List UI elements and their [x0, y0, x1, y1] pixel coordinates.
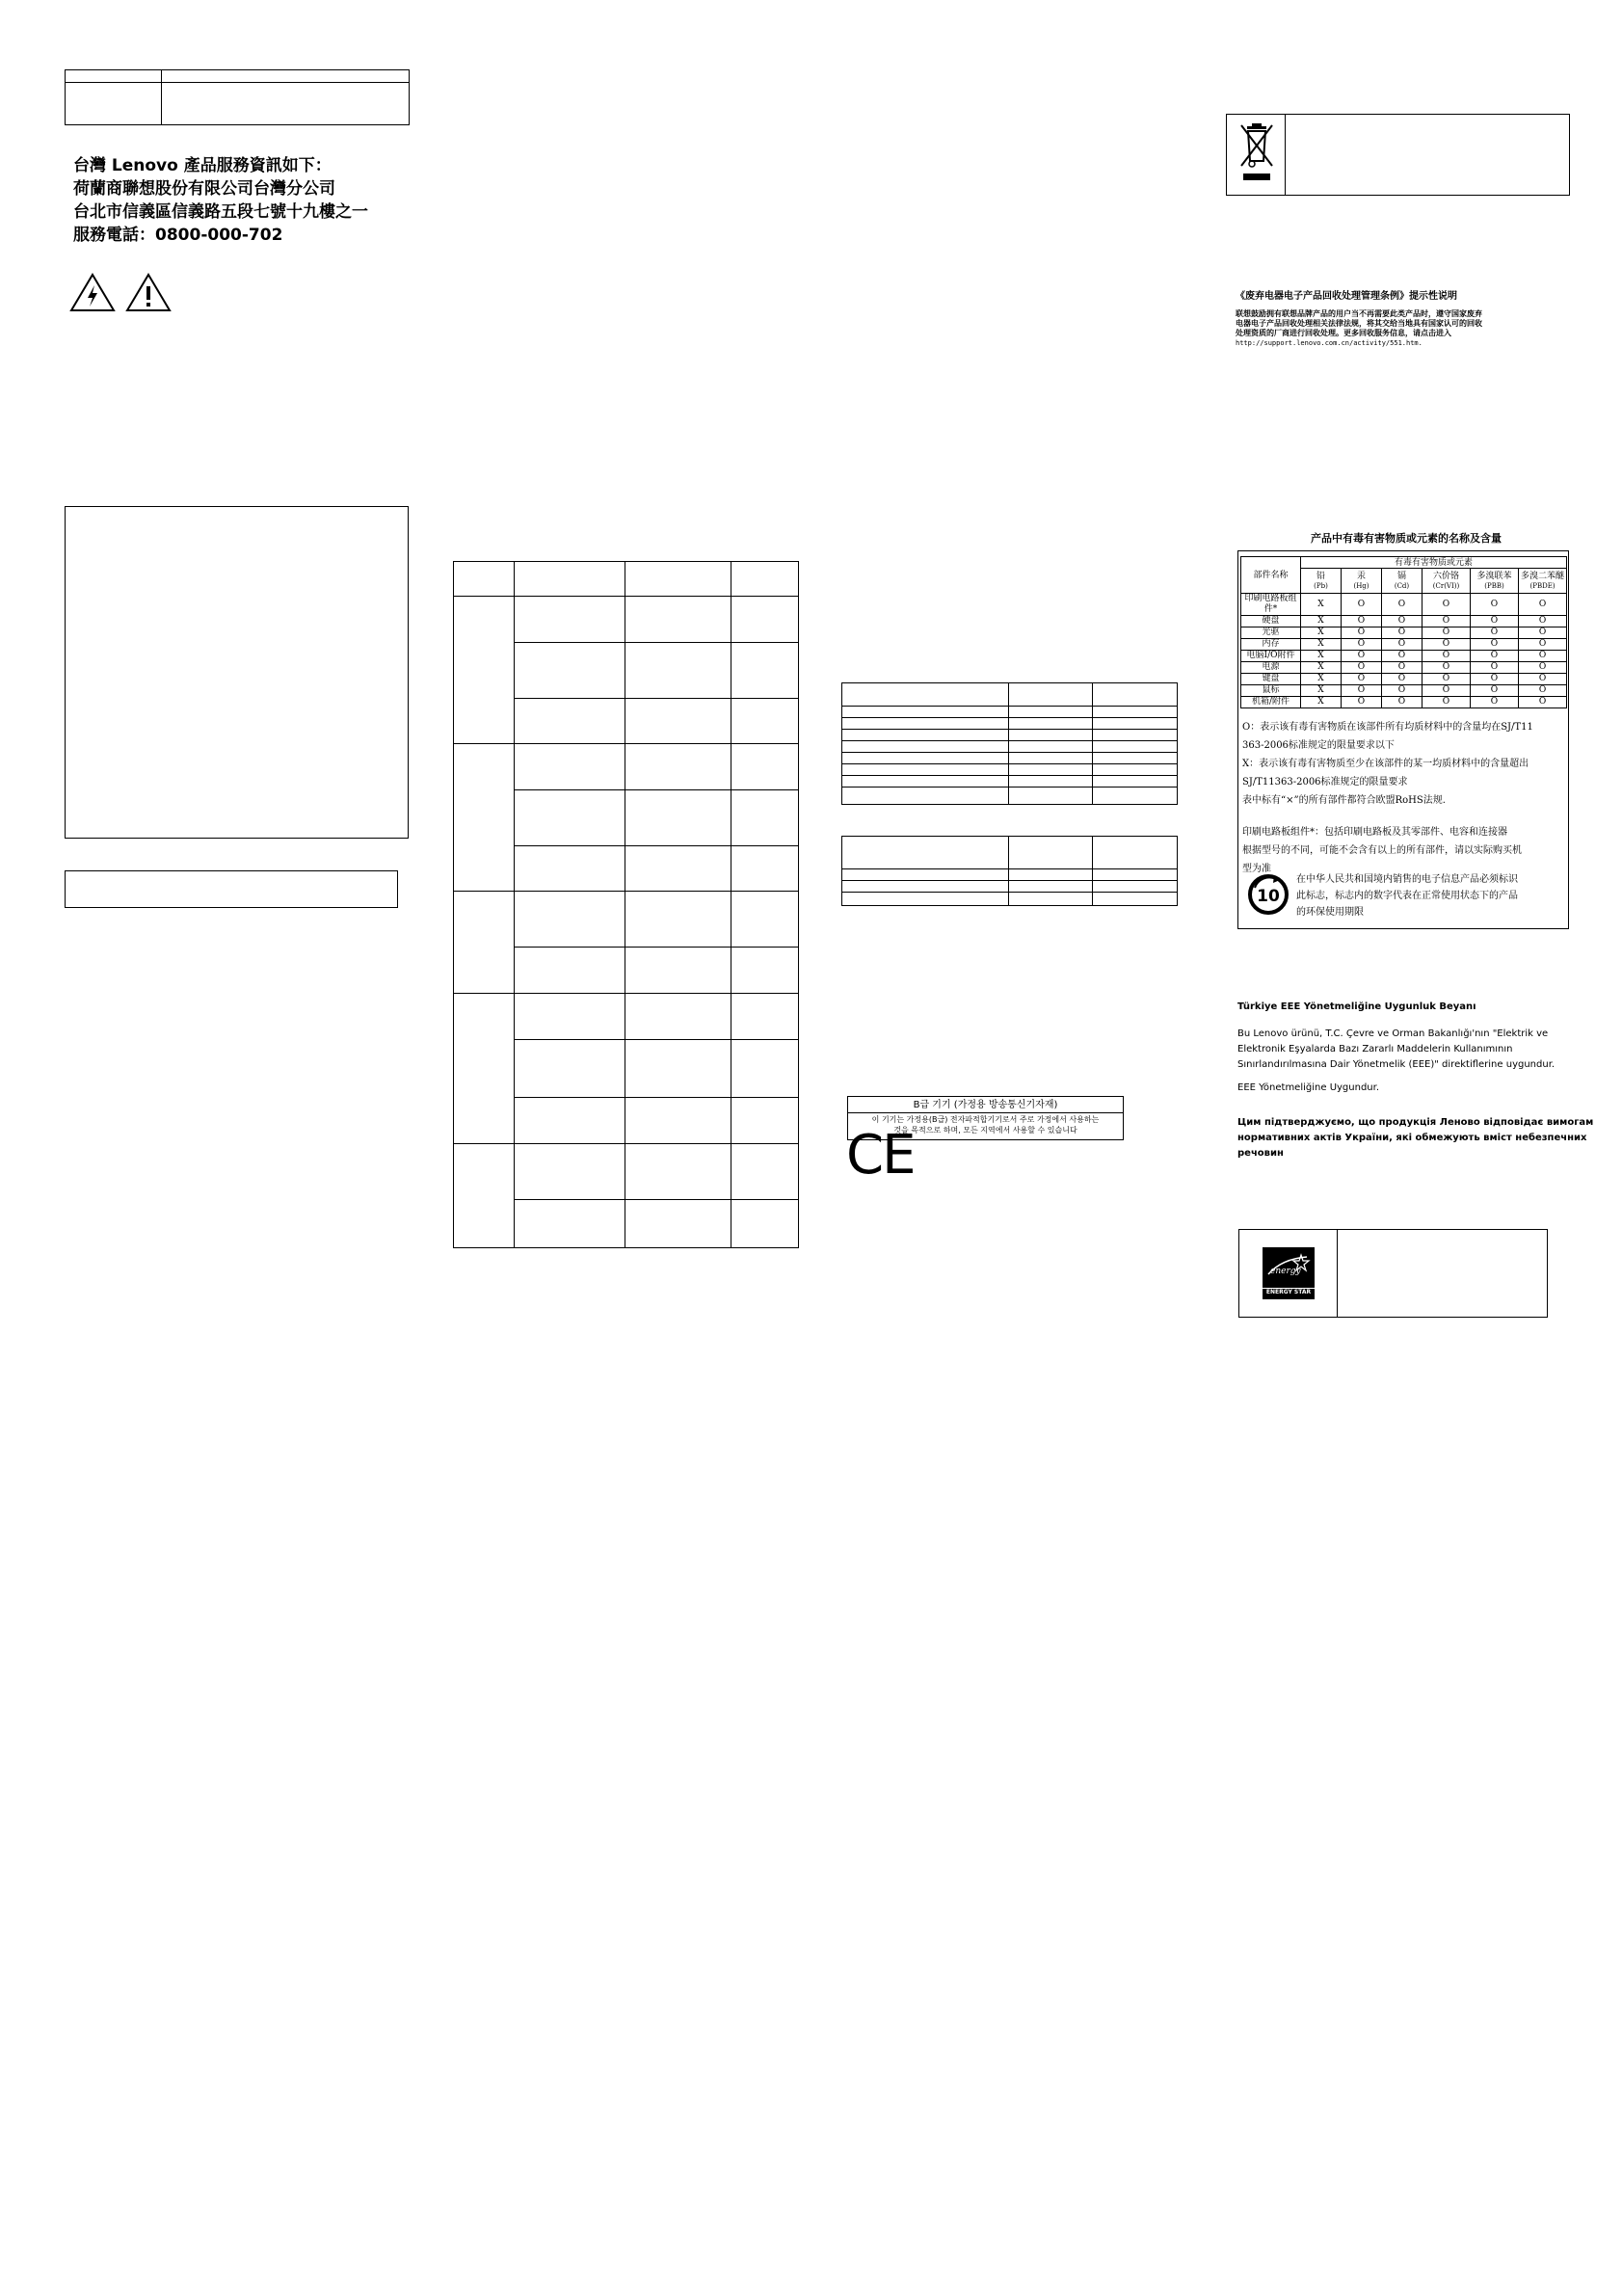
table-cell — [1009, 741, 1093, 753]
substance-value-cell: O — [1423, 639, 1471, 651]
taiwan-line: 台北市信義區信義路五段七號十九樓之一 — [73, 202, 368, 222]
table-row — [1241, 594, 1567, 616]
large-grid-table — [453, 561, 799, 1248]
table-cell — [625, 994, 731, 1040]
efup-text-line: 的环保使用期限 — [1296, 907, 1364, 918]
table-cell — [162, 70, 410, 83]
substance-value-cell: O — [1519, 627, 1567, 639]
substance-column-header — [1471, 569, 1519, 594]
empty-frame — [65, 870, 398, 908]
substance-value-cell: X — [1301, 662, 1342, 674]
substance-value-cell: X — [1301, 697, 1342, 708]
table-cell — [842, 764, 1009, 776]
weee-notice-box — [1226, 114, 1570, 196]
table-cell — [1009, 776, 1093, 788]
substance-value-cell: O — [1382, 627, 1423, 639]
substance-value-cell: O — [1382, 697, 1423, 708]
china-recycling-line: 电器电子产品回收处理相关法律法规，将其交给当地具有国家认可的回收 — [1236, 319, 1482, 328]
table-cell — [842, 869, 1009, 881]
substance-value-cell: O — [1423, 685, 1471, 697]
table-cell — [515, 597, 625, 643]
table-cell — [1093, 788, 1178, 805]
table-cell — [842, 837, 1009, 869]
substance-symbol: (PBDE) — [1529, 581, 1556, 590]
table-cell — [1009, 683, 1093, 707]
substance-symbol: (Pb) — [1314, 581, 1328, 590]
substance-value-cell: X — [1301, 685, 1342, 697]
substance-value-cell: O — [1471, 594, 1519, 616]
energy-star-icon — [1263, 1247, 1315, 1286]
ukraine-line: речовин — [1237, 1148, 1284, 1159]
china-recycling-notice — [1236, 290, 1482, 348]
weee-crossed-bin-icon — [1238, 122, 1275, 186]
table-cell — [625, 1200, 731, 1248]
korea-notice-line: 것을 목적으로 하며, 모든 지역에서 사용할 수 있습니다 — [893, 1126, 1077, 1135]
substance-value-cell: O — [1519, 697, 1567, 708]
substance-value-cell: O — [1519, 674, 1567, 685]
table-cell — [1009, 881, 1093, 893]
energy-star-logo — [1263, 1247, 1315, 1299]
environmental-protection-use-period-icon — [1247, 873, 1290, 916]
turkey-title: Türkiye EEE Yönetmeliğine Uygunluk Beyanı — [1237, 1001, 1476, 1012]
table-cell — [1093, 869, 1178, 881]
substance-symbol: (Cr(VI)) — [1432, 581, 1460, 590]
table-cell — [842, 741, 1009, 753]
substance-name: 多溴联苯 — [1476, 571, 1512, 581]
substance-value-cell: O — [1471, 651, 1519, 662]
substance-value-cell: O — [1382, 639, 1423, 651]
table-cell — [1009, 730, 1093, 741]
table-cell — [625, 948, 731, 994]
substance-value-cell: O — [1519, 662, 1567, 674]
table-cell — [1093, 893, 1178, 906]
substance-value-cell: O — [1471, 616, 1519, 627]
substance-value-cell: X — [1301, 616, 1342, 627]
table-cell — [625, 699, 731, 744]
table-cell — [731, 892, 799, 948]
turkey-line: Bu Lenovo ürünü, T.C. Çevre ve Orman Bakanlığı'nın "Elektrik ve — [1237, 1028, 1549, 1039]
efup-number: 10 — [1257, 887, 1280, 906]
table-cell — [1009, 869, 1093, 881]
small-grid-table-2 — [841, 836, 1178, 906]
table-cell — [731, 597, 799, 643]
table-cell — [515, 790, 625, 846]
table-cell — [515, 643, 625, 699]
part-name-header: 部件名称 — [1241, 557, 1301, 594]
substance-value-cell: O — [1342, 674, 1382, 685]
substance-value-cell: O — [1423, 651, 1471, 662]
substance-value-cell: O — [1423, 662, 1471, 674]
part-name-cell: 机箱/附件 — [1241, 697, 1301, 708]
substance-value-cell: O — [1519, 616, 1567, 627]
table-cell — [454, 892, 515, 994]
small-grid-table-1 — [841, 682, 1178, 805]
hazard-note-line: SJ/T11363-2006标准规定的限量要求 — [1242, 777, 1408, 788]
substance-value-cell: O — [1519, 685, 1567, 697]
substance-value-cell: O — [1519, 651, 1567, 662]
table-cell — [515, 1144, 625, 1200]
table-cell — [625, 1098, 731, 1144]
table-cell — [162, 83, 410, 125]
table-cell — [842, 753, 1009, 764]
efup-text — [1296, 871, 1518, 921]
china-recycling-url: http://support.lenovo.com.cn/activity/551.htm. — [1236, 339, 1423, 347]
substance-value-cell: O — [1342, 697, 1382, 708]
table-cell — [731, 562, 799, 597]
top-left-table — [65, 69, 410, 125]
part-name-cell: 光驱 — [1241, 627, 1301, 639]
table-cell — [842, 683, 1009, 707]
table-cell — [515, 1040, 625, 1098]
table-cell — [842, 730, 1009, 741]
table-cell — [515, 994, 625, 1040]
substance-value-cell: O — [1423, 627, 1471, 639]
table-cell — [1093, 776, 1178, 788]
hazard-note-line: 363-2006标准规定的限量要求以下 — [1242, 740, 1395, 751]
energy-star-box — [1238, 1229, 1548, 1318]
part-name-cell: 键盘 — [1241, 674, 1301, 685]
table-cell — [454, 597, 515, 744]
substance-value-cell: O — [1342, 639, 1382, 651]
hazard-note-line: O：表示该有毒有害物质在该部件所有均质材料中的含量均在SJ/T11 — [1242, 722, 1533, 733]
table-cell — [731, 790, 799, 846]
table-cell — [842, 776, 1009, 788]
substance-value-cell: O — [1382, 685, 1423, 697]
substance-value-cell: O — [1471, 627, 1519, 639]
efup-text-line: 此标志，标志内的数字代表在正常使用状态下的产品 — [1296, 891, 1518, 901]
table-row — [1241, 616, 1567, 627]
substance-value-cell: O — [1342, 616, 1382, 627]
table-cell — [1093, 753, 1178, 764]
table-cell — [625, 562, 731, 597]
table-cell — [731, 948, 799, 994]
table-cell — [1009, 837, 1093, 869]
table-cell — [731, 994, 799, 1040]
electric-shock-warning-icon — [69, 272, 116, 312]
ce-mark-icon: CE — [846, 1124, 915, 1187]
hazard-substances-table — [1240, 556, 1567, 708]
table-cell — [515, 1200, 625, 1248]
table-row — [1241, 697, 1567, 708]
part-name-cell: 电源 — [1241, 662, 1301, 674]
table-cell — [454, 562, 515, 597]
substance-column-header — [1423, 569, 1471, 594]
taiwan-service-info — [73, 154, 368, 247]
korea-notice-line: 이 기기는 가정용(B급) 전자파적합기기로서 주로 가정에서 사용하는 — [871, 1115, 1100, 1124]
hazard-notes — [1242, 718, 1533, 878]
substance-column-header — [1519, 569, 1567, 594]
table-cell — [1009, 893, 1093, 906]
table-cell — [1009, 788, 1093, 805]
substance-value-cell: O — [1471, 697, 1519, 708]
table-cell — [1093, 764, 1178, 776]
table-cell — [515, 948, 625, 994]
substance-group-header: 有毒有害物质或元素 — [1301, 557, 1567, 569]
substance-value-cell: O — [1423, 697, 1471, 708]
substance-value-cell: O — [1342, 594, 1382, 616]
efup-text-line: 在中华人民共和国境内销售的电子信息产品必须标识 — [1296, 874, 1518, 885]
table-row — [1241, 627, 1567, 639]
substance-column-header — [1342, 569, 1382, 594]
table-cell — [515, 846, 625, 892]
substance-name: 六价铬 — [1432, 571, 1459, 581]
substance-value-cell: O — [1382, 674, 1423, 685]
substance-name: 多溴二苯醚 — [1521, 571, 1565, 581]
turkey-line: Elektronik Eşyalarda Bazı Zararlı Maddelerin Kullanımının — [1237, 1044, 1513, 1055]
energy-script: energy — [1270, 1267, 1301, 1276]
substance-value-cell: O — [1519, 594, 1567, 616]
table-row — [1241, 639, 1567, 651]
substance-value-cell: O — [1342, 651, 1382, 662]
table-row — [1241, 662, 1567, 674]
table-cell — [731, 699, 799, 744]
substance-value-cell: X — [1301, 674, 1342, 685]
table-cell — [842, 893, 1009, 906]
substance-value-cell: O — [1423, 674, 1471, 685]
substance-value-cell: O — [1382, 594, 1423, 616]
substance-value-cell: X — [1301, 594, 1342, 616]
part-name-cell: 电脑I/O附件 — [1241, 651, 1301, 662]
turkey-line: Sınırlandırılmasına Dair Yönetmelik (EEE)" direktiflerine uygundur. — [1237, 1059, 1556, 1070]
pcb-note-line: 印刷电路板组件*：包括印刷电路板及其零部件、电容和连接器 — [1242, 827, 1507, 838]
caution-warning-icon — [125, 272, 172, 312]
table-cell — [1093, 683, 1178, 707]
table-cell — [515, 562, 625, 597]
table-cell — [625, 597, 731, 643]
taiwan-line: 台灣 Lenovo 產品服務資訊如下： — [73, 156, 332, 175]
substance-value-cell: O — [1382, 662, 1423, 674]
substance-value-cell: X — [1301, 639, 1342, 651]
substance-name: 镉 — [1396, 571, 1406, 581]
taiwan-line: 服務電話：0800-000-702 — [73, 226, 283, 245]
part-name-cell: 内存 — [1241, 639, 1301, 651]
table-cell — [625, 1144, 731, 1200]
hazard-note-line: X：表示该有毒有害物质至少在该部件的某一均质材料中的含量超出 — [1242, 759, 1529, 769]
table-cell — [625, 790, 731, 846]
table-cell — [1093, 730, 1178, 741]
table-cell — [1009, 764, 1093, 776]
hazard-note-line: 表中标有“×”的所有部件都符合欧盟RoHS法规. — [1242, 795, 1446, 806]
table-cell — [731, 1200, 799, 1248]
substance-value-cell: O — [1423, 594, 1471, 616]
substance-symbol: (PBB) — [1484, 581, 1504, 590]
taiwan-line: 荷蘭商聯想股份有限公司台灣分公司 — [73, 179, 335, 199]
substance-name: 铅 — [1316, 571, 1325, 581]
table-cell — [731, 846, 799, 892]
table-cell — [731, 744, 799, 790]
ukraine-line: Цим підтверджуємо, що продукція Леново відповідає вимогам — [1237, 1117, 1594, 1128]
table-cell — [515, 892, 625, 948]
table-cell — [1093, 707, 1178, 718]
substance-symbol: (Hg) — [1353, 581, 1369, 590]
table-cell — [731, 643, 799, 699]
table-cell — [1009, 753, 1093, 764]
ukraine-declaration — [1237, 1115, 1593, 1161]
substance-value-cell: X — [1301, 627, 1342, 639]
korea-notice-title: B급 기기 (가정용 방송통신기자재) — [913, 1100, 1058, 1110]
table-cell — [625, 744, 731, 790]
table-cell — [731, 1144, 799, 1200]
ukraine-line: нормативних актів України, які обмежують вміст небезпечних — [1237, 1133, 1587, 1143]
substance-name: 汞 — [1356, 571, 1366, 581]
substance-value-cell: O — [1471, 674, 1519, 685]
table-cell — [1093, 881, 1178, 893]
substance-value-cell: O — [1382, 616, 1423, 627]
substance-symbol: (Cd) — [1394, 581, 1410, 590]
substance-value-cell: O — [1471, 685, 1519, 697]
empty-frame — [65, 506, 409, 839]
table-cell — [842, 881, 1009, 893]
table-cell — [842, 718, 1009, 730]
table-row — [1241, 651, 1567, 662]
turkey-eee-declaration — [1237, 1000, 1555, 1096]
part-name-cell: 鼠标 — [1241, 685, 1301, 697]
table-cell — [515, 744, 625, 790]
substance-column-header — [1301, 569, 1342, 594]
table-cell — [1093, 837, 1178, 869]
substance-value-cell: O — [1342, 662, 1382, 674]
substance-value-cell: O — [1342, 627, 1382, 639]
turkey-compliance: EEE Yönetmeliğine Uygundur. — [1237, 1082, 1380, 1093]
hazard-table-title: 产品中有毒有害物质或元素的名称及含量 — [1311, 532, 1502, 545]
part-name-cell: 印刷电路板组件* — [1241, 594, 1301, 616]
table-cell — [731, 1098, 799, 1144]
table-cell — [515, 699, 625, 744]
china-recycling-title: 《废弃电器电子产品回收处理管理条例》提示性说明 — [1236, 291, 1457, 302]
table-cell — [625, 643, 731, 699]
table-cell — [515, 1098, 625, 1144]
substance-value-cell: O — [1519, 639, 1567, 651]
substance-value-cell: O — [1382, 651, 1423, 662]
table-cell — [625, 892, 731, 948]
substance-value-cell: X — [1301, 651, 1342, 662]
table-cell — [66, 83, 162, 125]
table-cell — [454, 744, 515, 892]
table-cell — [1093, 718, 1178, 730]
table-cell — [731, 1040, 799, 1098]
table-cell — [842, 707, 1009, 718]
table-cell — [842, 788, 1009, 805]
table-cell — [1093, 741, 1178, 753]
substance-value-cell: O — [1471, 639, 1519, 651]
energy-star-label: ENERGY STAR — [1263, 1288, 1315, 1296]
table-cell — [454, 1144, 515, 1248]
table-cell — [66, 70, 162, 83]
table-cell — [1009, 707, 1093, 718]
table-cell — [625, 1040, 731, 1098]
substance-value-cell: O — [1342, 685, 1382, 697]
table-row — [1241, 674, 1567, 685]
china-recycling-line: 联想鼓励拥有联想品牌产品的用户当不再需要此类产品时，遵守国家废弃 — [1236, 309, 1482, 318]
table-cell — [625, 846, 731, 892]
table-cell — [1009, 718, 1093, 730]
china-recycling-line: 处理资质的厂商进行回收处理。更多回收服务信息，请点击进入 — [1236, 329, 1451, 337]
table-row — [1241, 685, 1567, 697]
pcb-note-line: 型为准 — [1242, 864, 1271, 874]
substance-value-cell: O — [1423, 616, 1471, 627]
substance-column-header — [1382, 569, 1423, 594]
table-cell — [454, 994, 515, 1144]
substance-value-cell: O — [1471, 662, 1519, 674]
part-name-cell: 硬盘 — [1241, 616, 1301, 627]
pcb-note-line: 根据型号的不同，可能不会含有以上的所有部件，请以实际购买机 — [1242, 845, 1522, 856]
